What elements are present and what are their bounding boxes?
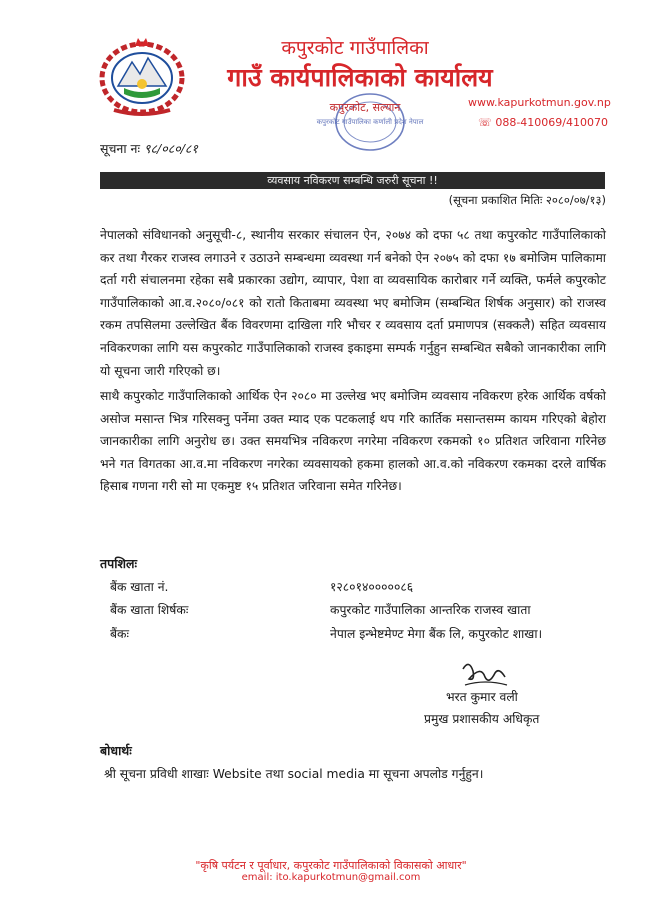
body-paragraph-2: साथै कपुरकोट गाउँपालिकाको आर्थिक ऐन २०८० मा उल्लेख भए बमोजिम व्यवसाय नविकरण हरेक आर्थिक वर्षको असोज मसान्त भित्र गरिसक्नु पर्नेमा उक्त म्याद एक पटकलाई थप गरि कार्तिक मसान्तसम्म कायम गरिएको बेहोरा जानकारीका लागि अनुरोध छ। उक्त समयभित्र नविकरण नगरेमा नविकरण रकमको १० प्रतिशत जरिवाना गरिनेछ भने गत विगतका आ.व.मा नविकरण नगरेका व्यवसायको हकमा हालको आ.व.को नविकरण रकमका दरले वार्षिक हिसाब गणना गरी सो मा एकमुष्ट १५ प्रतिशत जरिवाना समेत गरिनेछ। [100, 389, 606, 494]
detail-value: कपुरकोट गाउँपालिका आन्तरिक राजस्व खाता [330, 603, 531, 617]
cc-label: बोधार्थः [100, 743, 132, 758]
ref-value: ९८/०८०/८१ [143, 141, 198, 156]
detail-key: बैंक खाता शिर्षकः [110, 603, 189, 617]
office-name: गाउँ कार्यपालिकाको कार्यालय [227, 63, 493, 92]
footer-email[interactable]: email: ito.kapurkotmun@gmail.com [241, 872, 421, 883]
detail-key: बैंकः [110, 627, 129, 641]
detail-row-bank [110, 625, 543, 642]
published-date: (सूचना प्रकाशित मितिः २०८०/०७/१३) [448, 193, 606, 207]
office-location: कपुरकोट, सल्यान [329, 101, 401, 114]
body-paragraph-1: नेपालको संविधानको अनुसूची-८, स्थानीय सरकार संचालन ऐन, २०७४ को दफा ५८ तथा कपुरकोट गाउँपालिकाको कर तथा गैरकर राजस्व लगाउने र उठाउने सम्बन्धमा व्यवस्था गर्न बनेको ऐन २०७५ को दफा १७ बमोजिम पालिकामा दर्ता गरी संचालनमा रहेका सबै प्रकारका उद्योग, व्यापार, पेशा वा व्यवसायिक कारोबार गर्ने व्यक्ति, फर्मले कपुरकोट गाउँपालिकाको आ.व.२०८०/०८१ को रातो किताबमा व्यवस्था भए बमोजिम (सम्बन्धित शिर्षक अनुसार) को राजस्व रकम तपसिलमा उल्लेखित बैंक विवरणमा दाखिला गरि भौचर र व्यवसाय दर्ता प्रमाणपत्र (सक्कलै) सहित व्यवसाय नविकरणका लागि यस कपुरकोट गाउँपालिकाको राजस्व इकाइमा सम्पर्क गर्नुहुन सम्बन्धित सबैको जानकारीका लागि यो सूचना जारी गरिएको छ। [100, 228, 606, 378]
details-label: तपशिलः [100, 556, 137, 571]
nepal-emblem-icon [94, 32, 190, 118]
stamp-text: कपुरकोट गाउँपालिका कर्णाली प्रदेश नेपाल [316, 118, 424, 126]
org-name: कपुरकोट गाउँपालिका [281, 37, 429, 59]
ref-label: सूचना नः [100, 141, 140, 156]
detail-key: बैंक खाता नं. [110, 580, 169, 594]
detail-value: १२८०१४०००००८६ [330, 580, 414, 594]
footer-motto: "कृषि पर्यटन र पूर्वाधार, कपुरकोट गाउँपालिकाको विकासको आधार" [195, 859, 467, 872]
phone-number: ☏ 088-410069/410070 [478, 116, 608, 129]
signer-title: प्रमुख प्रशासकीय अधिकृत [424, 712, 540, 726]
detail-row-account-title [110, 601, 531, 618]
cc-line: श्री सूचना प्रविधी शाखाः Website तथा social media मा सूचना अपलोड गर्नुहुन। [104, 767, 484, 781]
notice-title: व्यवसाय नविकरण सम्बन्धि जरुरी सूचना !! [100, 172, 605, 189]
notice-reference [100, 140, 198, 157]
website-link[interactable]: www.kapurkotmun.gov.np [468, 96, 611, 109]
signer-name: भरत कुमार वली [446, 690, 518, 704]
detail-row-account-number [110, 578, 414, 595]
detail-value: नेपाल इन्भेष्टमेण्ट मेगा बैंक लि, कपुरकोट शाखा। [330, 627, 543, 641]
